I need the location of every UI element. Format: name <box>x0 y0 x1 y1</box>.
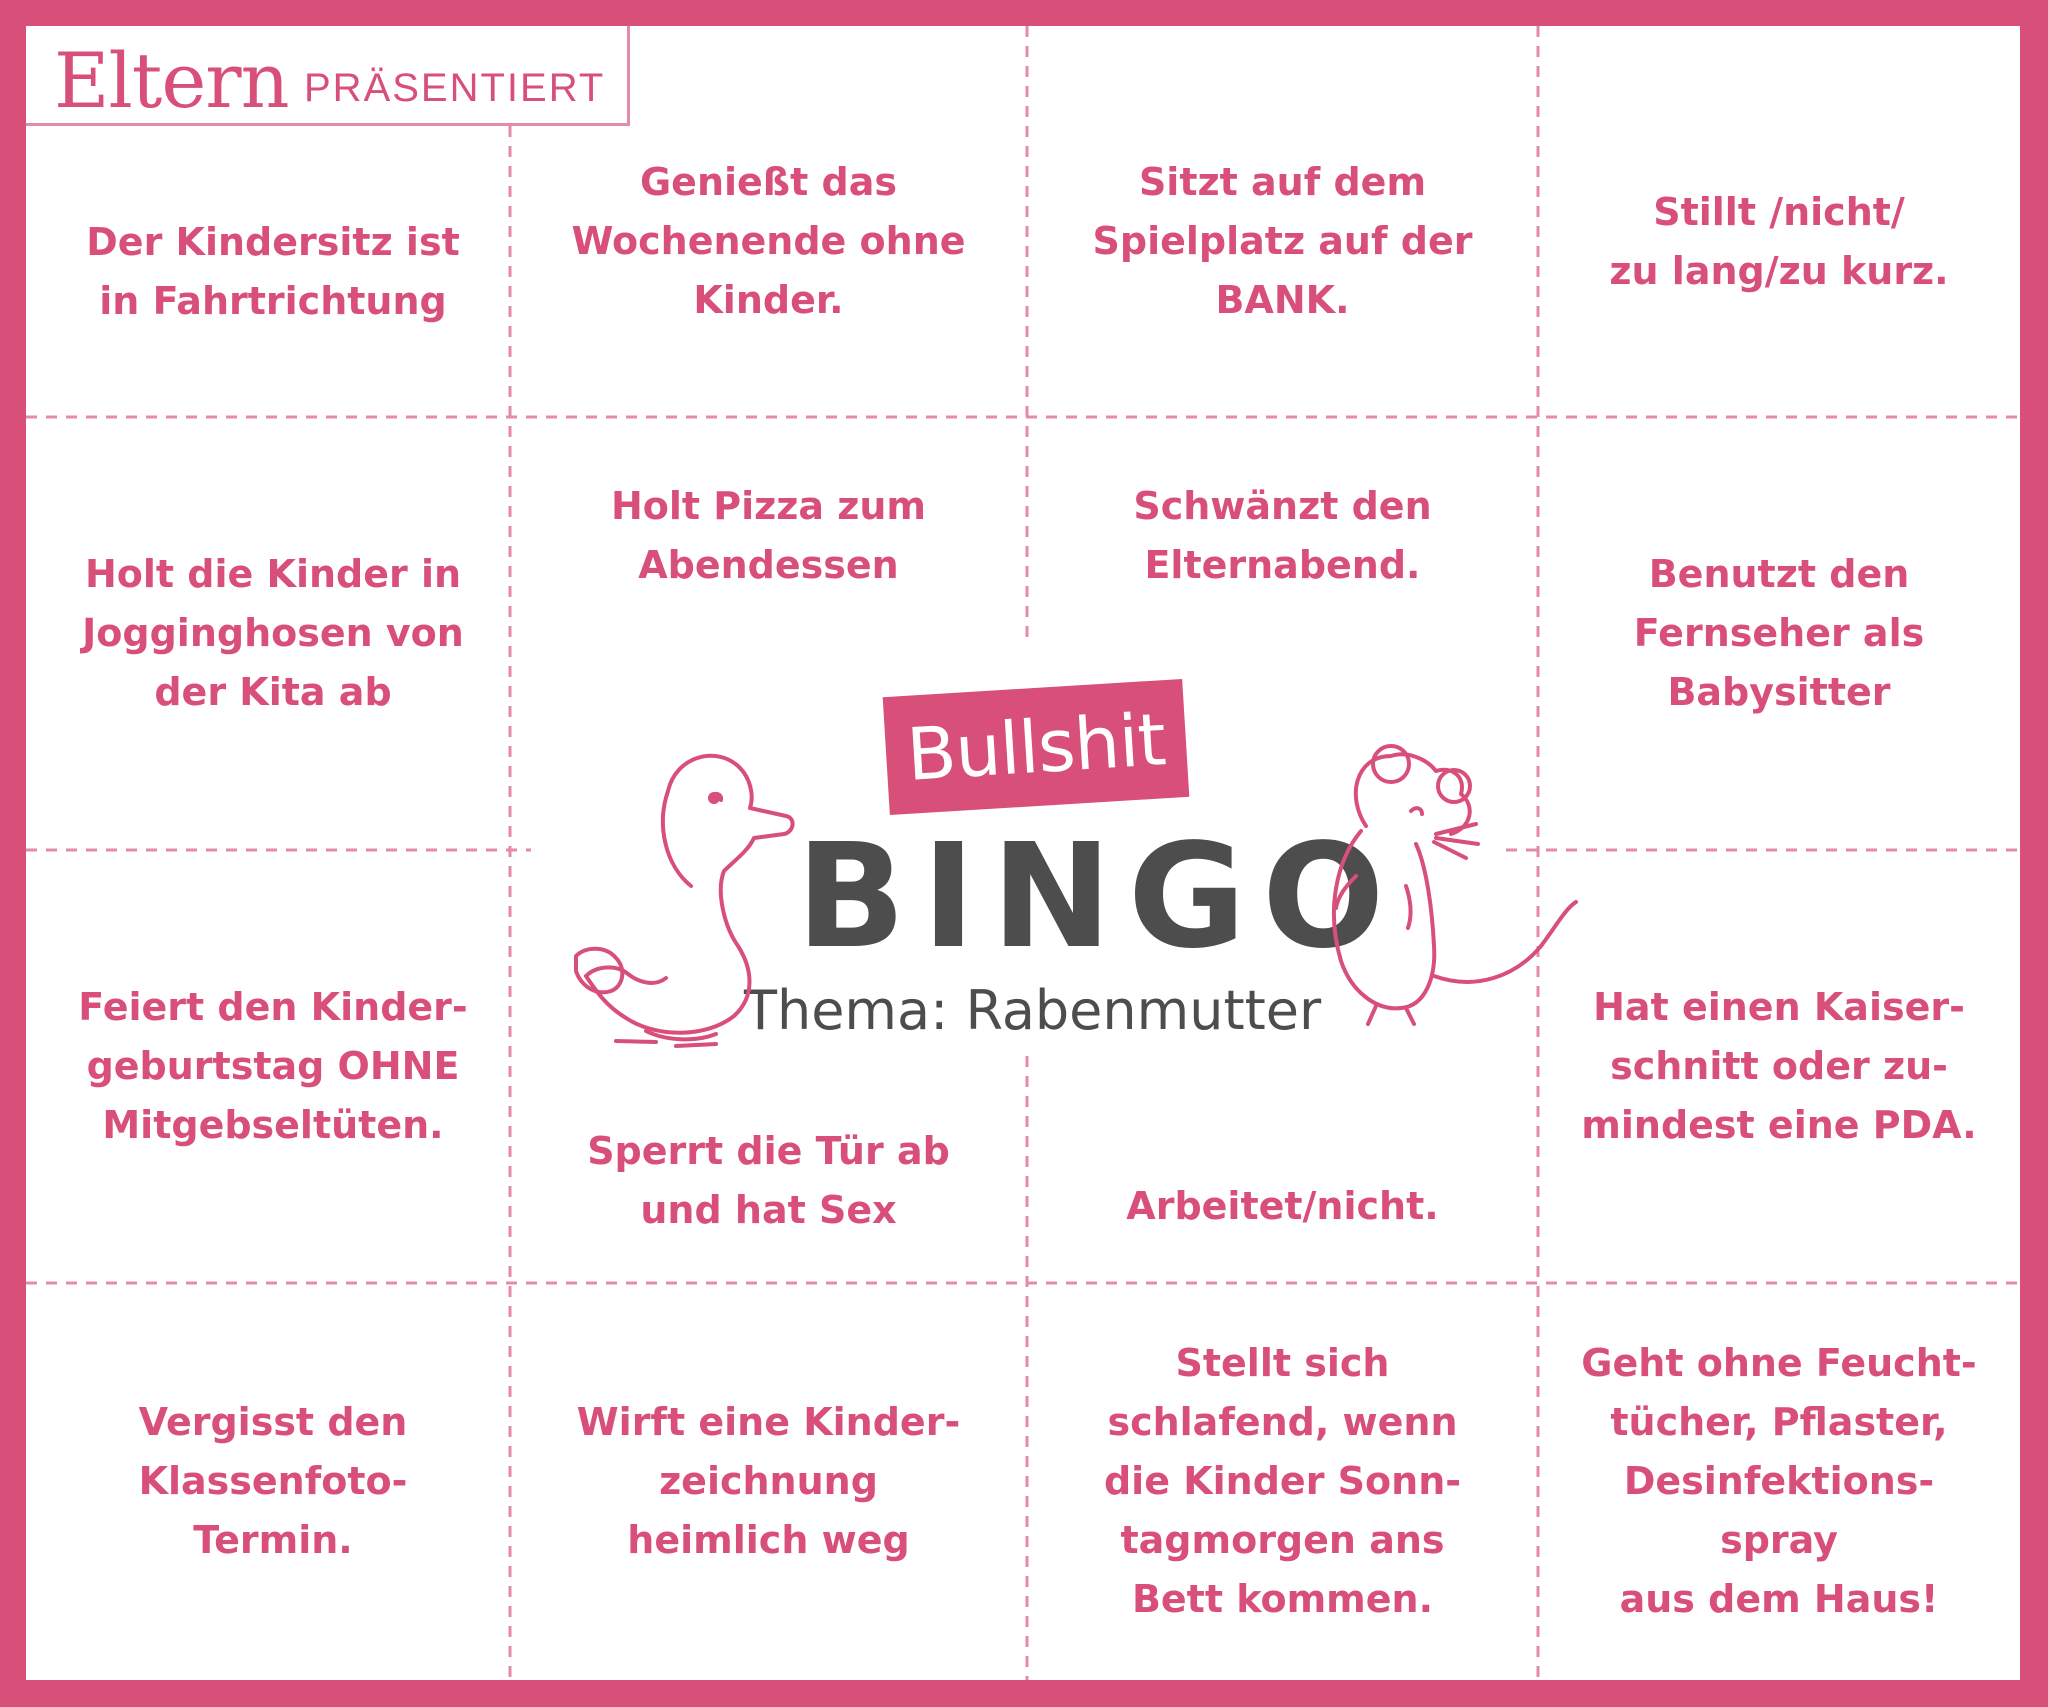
bingo-cell[interactable]: Schwänzt den Elternabend. <box>1133 484 1432 587</box>
bingo-cell[interactable]: Sperrt die Tür ab und hat Sex <box>587 1129 950 1232</box>
bullshit-label: Bullshit <box>904 697 1168 797</box>
bingo-cell[interactable]: Der Kindersitz ist in Fahrtrichtung <box>86 219 460 323</box>
presents-label: PRÄSENTIERT <box>304 66 606 110</box>
bingo-cell[interactable]: Holt die Kinder in Jogginghosen von der Kita ab <box>82 552 464 714</box>
bingo-cell[interactable]: Stillt /nicht/ zu lang/zu kurz. <box>1609 189 1949 293</box>
bingo-cell[interactable]: Arbeitet/nicht. <box>1126 1183 1439 1228</box>
bingo-cell[interactable]: Vergisst den Klassenfoto- Termin. <box>138 1400 408 1562</box>
bingo-cell[interactable]: Holt Pizza zum Abendessen <box>610 484 927 587</box>
bingo-title: BINGO <box>796 812 1401 980</box>
center-illustrations <box>556 646 1586 1066</box>
bingo-cell[interactable]: Benutzt den Fernseher als Babysitter <box>1633 552 1925 714</box>
bingo-board <box>26 26 2020 1680</box>
bingo-cell[interactable]: Hat einen Kaiser- schnitt oder zu- mindest eine PDA. <box>1581 985 1977 1147</box>
eltern-logo: Eltern <box>54 36 289 125</box>
bingo-cell[interactable]: Sitzt auf dem Spielplatz auf der BANK. <box>1092 160 1473 322</box>
bingo-cell[interactable]: Feiert den Kinder- geburtstag OHNE Mitgebseltüten. <box>78 985 468 1147</box>
bingo-cell[interactable]: Stellt sich schlafend, wenn die Kinder Sonn- tagmorgen ans Bett kommen. <box>1103 1341 1462 1621</box>
theme-subtitle: Thema: Rabenmutter <box>744 979 1322 1042</box>
mouse-illustration <box>1334 746 1576 1024</box>
bingo-cell[interactable]: Geht ohne Feucht- tücher, Pflaster, Desinfektions- spray aus dem Haus! <box>1581 1341 1977 1621</box>
bingo-cell[interactable]: Genießt das Wochenende ohne Kinder. <box>571 160 966 322</box>
duck-illustration <box>576 756 793 1046</box>
bingo-cell[interactable]: Wirft eine Kinder- zeichnung heimlich weg <box>576 1400 961 1562</box>
